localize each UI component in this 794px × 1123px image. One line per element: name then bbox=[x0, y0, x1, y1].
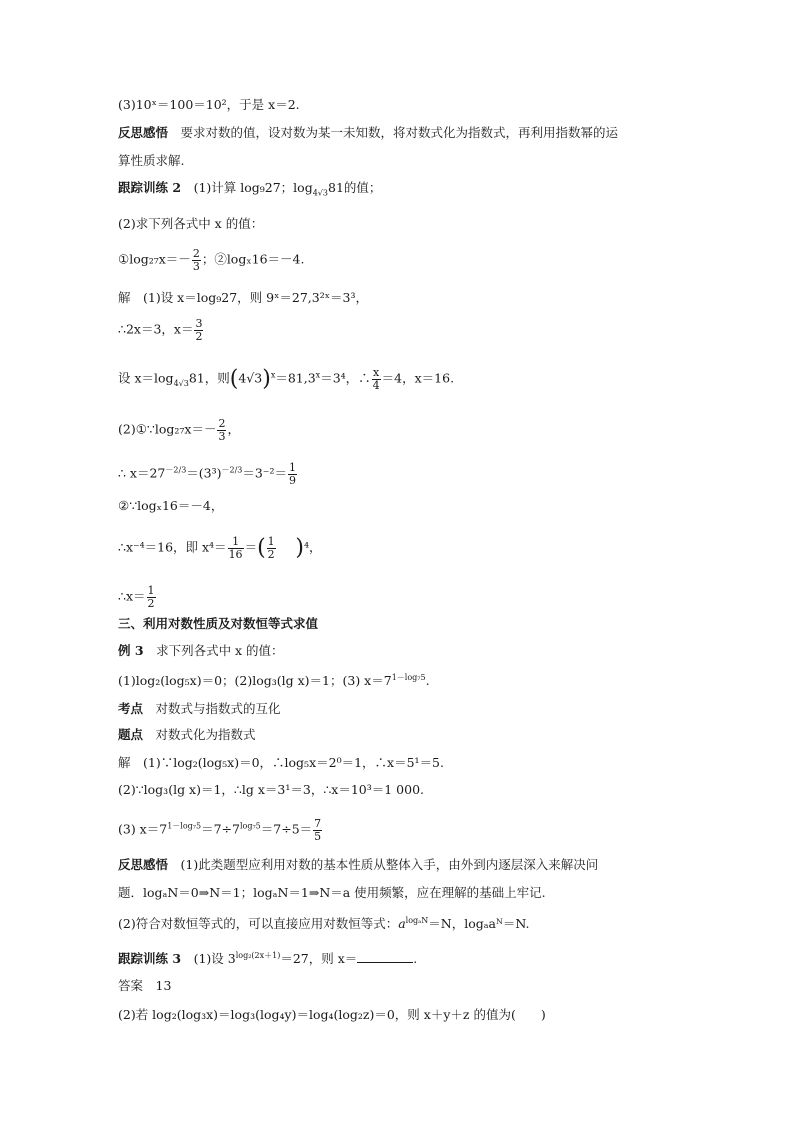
text-line: 设 $x=\log_{4√3}81$，则$(4√3)^x=81,3^x=3^4$，∴ $\frac{x}{4}$ ＝4，x＝16. bbox=[118, 366, 455, 392]
fraction: $\frac{7}{5}$ bbox=[314, 817, 322, 843]
fraction: $\frac{2}{3}$ bbox=[192, 247, 200, 273]
section-heading: 三、利用对数性质及对数恒等式求值 bbox=[118, 616, 319, 631]
text-line: 解 (1)∵log₂(log₅x)＝0，∴log₅x＝2⁰＝1，∴x＝5¹＝5. bbox=[118, 755, 444, 770]
text-line: (2)若 log₂(log₃x)＝log₃(log₄y)＝log₄(log₂z)＝0，则 x＋y＋z 的值为( ) bbox=[118, 1007, 546, 1022]
exercise-label: 跟踪训练 3 bbox=[118, 951, 182, 966]
topic-point-label: 题点 bbox=[118, 727, 144, 742]
fraction: $\frac{2}{3}$ bbox=[218, 417, 226, 443]
text-line: 例 3 求下列各式中 x 的值： bbox=[118, 643, 284, 658]
text-line: ∴x⁻⁴＝16，即 x⁴＝ $\frac{1}{16}$ ＝( $\frac{1}{2}$ )⁴， bbox=[118, 535, 322, 561]
text-line: ∴2x＝3，x＝ $\frac{3}{2}$ bbox=[118, 317, 203, 343]
fraction: $\frac{x}{4}$ bbox=[372, 366, 380, 392]
text-line: (2)符合对数恒等式的，可以直接应用对数恒等式：$a^{log_aN}=N$，logₐaᴺ＝N. bbox=[118, 915, 530, 931]
text-line: (3) $x=7^{1-log_75}=7\div 7^{log_75}=7\div 5=$ $\frac{7}{5}$ bbox=[118, 817, 322, 843]
topic-label: 考点 bbox=[118, 701, 144, 716]
text-line: (2)∵log₃(lg x)＝1，∴lg x＝3¹＝3，∴x＝10³＝1 000. bbox=[118, 782, 424, 797]
fraction: $\frac{1}{9}$ bbox=[288, 461, 296, 487]
fraction: $\frac{3}{2}$ bbox=[195, 317, 203, 343]
text-line: 跟踪训练 2 (1)计算 log₉27；$\log_{4√3}81$的值； bbox=[118, 180, 382, 198]
reflection-label: 反思感悟 bbox=[118, 125, 169, 140]
reflection-label: 反思感悟 bbox=[118, 857, 169, 872]
text-line: 跟踪训练 3 (1)设 $3^{log_2(2x+1)}=27$，则 x＝ . bbox=[118, 950, 418, 966]
text-line: 题．logₐN＝0⇒N＝1；logₐN＝1⇒N＝a 使用频繁，应在理解的基础上牢记. bbox=[118, 885, 546, 900]
answer-blank bbox=[357, 952, 413, 963]
fraction: $\frac{1}{16}$ bbox=[228, 535, 243, 561]
fraction: $\frac{1}{2}$ bbox=[147, 584, 155, 610]
text-line: 题点 对数式化为指数式 bbox=[118, 727, 256, 742]
fraction: $\frac{1}{2}$ bbox=[267, 535, 275, 561]
text-line: ∴ $x=27^{-2/3}=(3^3)^{-2/3}=3^{-2}=$ $\frac{1}{9}$ bbox=[118, 461, 296, 487]
text-line: ②∵logₓ16＝－4， bbox=[118, 498, 224, 513]
text-line: 考点 对数式与指数式的互化 bbox=[118, 701, 281, 716]
text-line: ∴x＝ $\frac{1}{2}$ bbox=[118, 584, 155, 610]
answer-line: 答案 13 bbox=[118, 978, 172, 993]
text-line: 反思感悟 (1)此类题型应利用对数的基本性质从整体入手，由外到内逐层深入来解决问 bbox=[118, 857, 599, 872]
text-line: 反思感悟 要求对数的值，设对数为某一未知数，将对数式化为指数式，再利用指数幂的运 bbox=[118, 125, 619, 140]
text-line: ①log₂₇x＝－ $\frac{2}{3}$ ；②logₓ16＝－4. bbox=[118, 247, 305, 273]
text-line: (2)求下列各式中 x 的值： bbox=[118, 216, 264, 231]
text-line: (1)log₂(log₅x)＝0；(2)log₃(lg x)＝1；(3) $x=7^{1-log_75}$. bbox=[118, 672, 430, 688]
text-line: 解 (1)设 x＝log₉27，则 9ˣ＝27,3²ˣ＝3³， bbox=[118, 290, 369, 305]
example-label: 例 3 bbox=[118, 643, 144, 658]
text-line: 算性质求解. bbox=[118, 153, 185, 168]
text-line: (3)10ˣ＝100＝10²，于是 x＝2. bbox=[118, 97, 300, 112]
exercise-label: 跟踪训练 2 bbox=[118, 180, 182, 195]
text-line: (2)①∵log₂₇x＝－ $\frac{2}{3}$ ， bbox=[118, 417, 240, 443]
